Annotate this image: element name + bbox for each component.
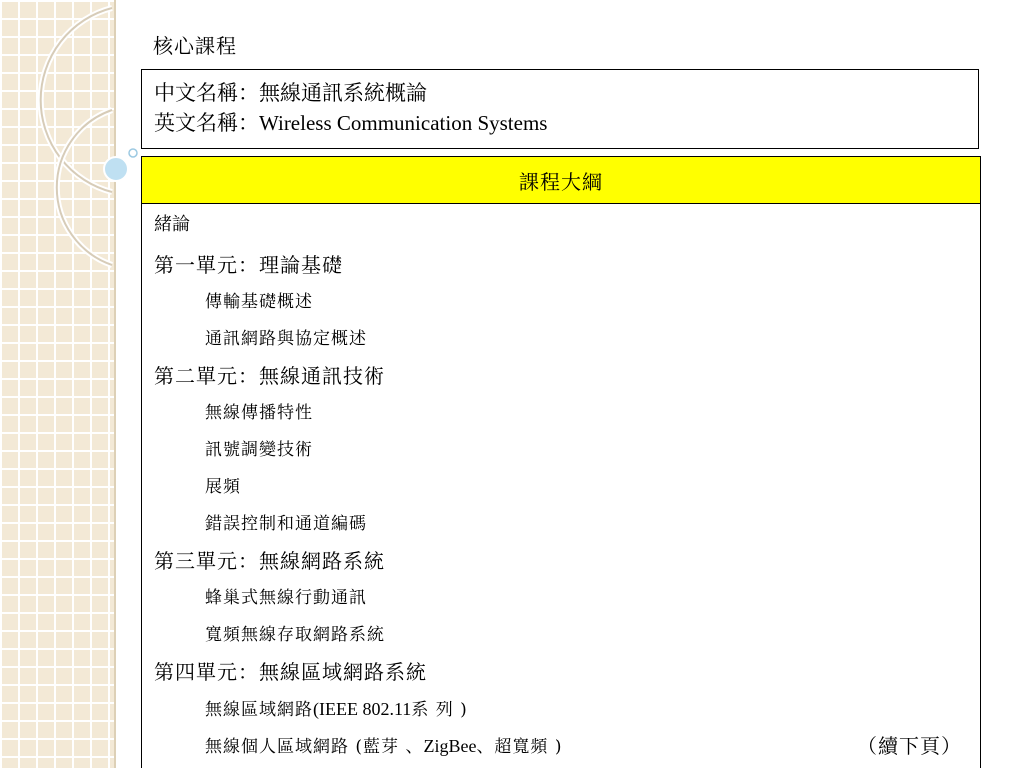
- outline-body: [142, 204, 980, 765]
- english-name-line: [154, 108, 966, 138]
- list-item: 訊號調變技術: [205, 440, 313, 460]
- item-text: 系 列 ): [411, 700, 468, 720]
- list-item: [154, 691, 980, 728]
- blue-bubble-icon: [104, 157, 128, 181]
- unit1-title: 第一單元：理論基礎: [154, 253, 343, 277]
- course-outline-table: [141, 156, 981, 768]
- continued-note: （續下頁）: [857, 734, 962, 758]
- unit4-title: 第四單元：無線區域網路系統: [154, 660, 427, 684]
- list-item: 展頻: [205, 477, 241, 497]
- unit3-title: 第三單元：無線網路系統: [154, 549, 385, 573]
- chinese-name-label: 中文名稱：: [154, 81, 259, 105]
- item-latin-text: (IEEE 802.11: [313, 699, 412, 719]
- chinese-name-line: [154, 78, 966, 108]
- english-name-value: Wireless Communication Systems: [259, 111, 548, 135]
- english-name-label: 英文名稱：: [154, 111, 259, 135]
- item-text: 無線區域網路: [205, 700, 313, 720]
- small-bubble-icon: [129, 149, 137, 157]
- decorative-arcs-icon: [0, 0, 140, 768]
- course-name-box: [141, 69, 979, 149]
- unit2-title: 第二單元：無線通訊技術: [154, 364, 385, 388]
- list-item: 寬頻無線存取網路系統: [205, 625, 385, 645]
- item-latin-text: ZigBee: [423, 736, 477, 756]
- list-item: 錯誤控制和通道編碼: [205, 514, 367, 534]
- item-text: 無線個人區域網路 (藍芽 、: [205, 737, 424, 757]
- list-item: 無線傳播特性: [205, 403, 313, 423]
- item-text: 、超寬頻 ): [476, 737, 563, 757]
- list-item: 通訊網路與協定概述: [205, 329, 367, 349]
- chinese-name-value: 無線通訊系統概論: [259, 81, 427, 105]
- outline-intro: 緒論: [154, 214, 190, 235]
- list-item: 傳輸基礎概述: [205, 292, 313, 312]
- list-item: 蜂巢式無線行動通訊: [205, 588, 367, 608]
- outline-header: 課程大綱: [142, 157, 980, 204]
- page-title: 核心課程: [153, 34, 237, 58]
